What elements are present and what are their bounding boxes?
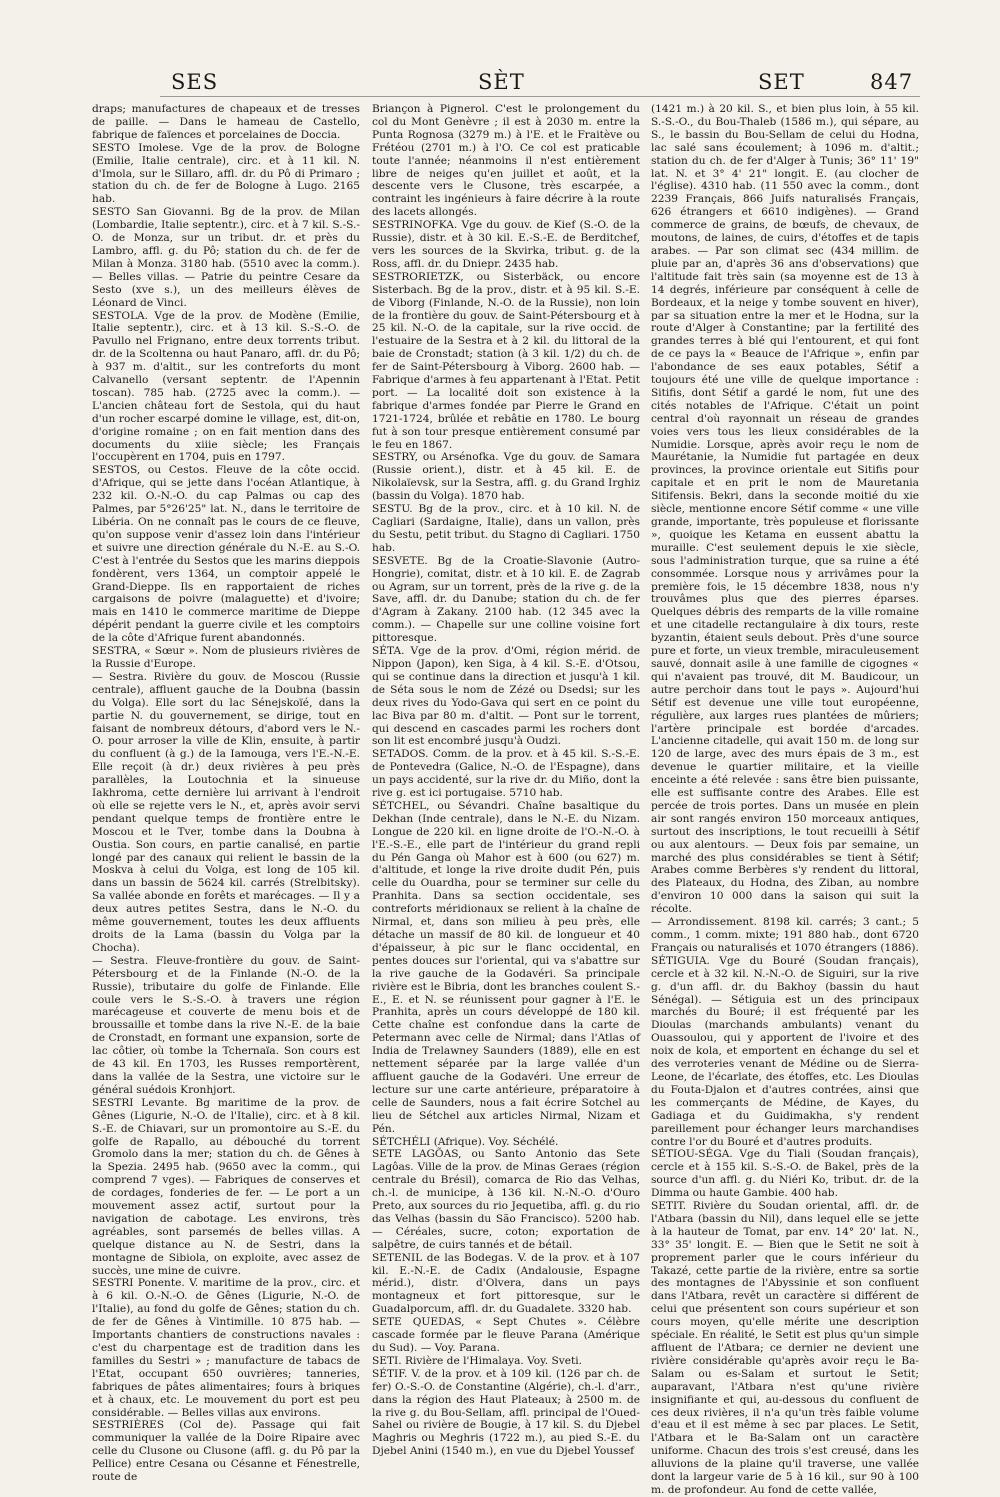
entry: — Sestra. Rivière du gouv. de Moscou (Russie centrale), affluent gauche de la Doubna (bassin du Volga). Elle sort du lac Sénejskoïé, dans la partie N. du gouvernement, se dirige, tout en faisant de nombreux détours, d'abord vers le N.-O. pour arroser la ville de Klin, ensuite, à partir du confluent (à g.) de la Iamouga, vers l'E.-N.-E. Elle reçoit (à dr.) deux rivières à peu près parallèles, la Loutochnia et la sinueuse Iakhroma, cette dernière lui arrivant à l'endroit où elle se rejette vers le N., et, après avoir servi pendant quelque temps de frontière entre le Moscou et le Tver, tombe dans la Doubna à Oustia. Son cours, en partie canalisé, en partie longé par des canaux qui relient le bassin de la Moskva à celui du Volga, est long de 105 kil. dans un bassin de 5624 kil. carrés (Strelbitsky). Sa vallée abonde en forêts et marécages. — Il y a deux autres petites Sestra, dans le N.-O. du même gouvernement, toutes les deux affluents droits de la Lama (bassin du Volga par la Chocha). xyxy=(92,670,360,954)
entry: SESTO Imolese. Vge de la prov. de Bologne (Emilie, Italie centrale), circ. et à 11 kil. N. d'Imola, sur le Sillaro, affl. dr. du Pô di Primaro ; station du ch. de fer de Bologne à Lugo. 2165 hab. xyxy=(92,141,360,206)
entry: SESVETE. Bg de la Croatie-Slavonie (Autro-Hongrie), comitat, distr. et à 10 kil. E. de Zagrab ou Agram, sur un torrent, près de la rive g. de la Save, affl. dr. du Danube; station du ch. de fer d'Agram à Zakany. 2100 hab. (12 345 avec la comm.). — Chapelle sur une colline voisine fort pittoresque. xyxy=(372,554,640,645)
column-3 xyxy=(651,103,919,1496)
entry: SESTRI Ponente. V. maritime de la prov., circ. et à 6 kil. O.-N.-O. de Gênes (Ligurie, N.-O. de l'Italie), au fond du golfe de Gênes; station du ch. de fer de Gênes à Vintimille. 10 875 hab. — Importants chantiers de constructions navales : c'est du charpentage est de tradition dans les familles du Sestri » ; manufacture de tabacs de l'Etat, occupant 650 ouvrières; tanneries, fabriques de pâtes alimentaires; fours à briques et à chaux, etc. Le mouvement du port est peu considérable. — Belles villas aux environs. xyxy=(92,1277,360,1419)
entry: SESTRI Levante. Bg maritime de la prov. de Gênes (Ligurie, N.-O. de l'Italie), circ. et à 8 kil. S.-E. de Chiavari, sur un promontoire au S.-E. du golfe de Rapallo, au débouché du torrent Gromolo dans la mer; station du ch. de Gênes à la Spezia. 2495 hab. (9650 avec la comm., qui comprend 7 vges). — Fabriques de conserves et de cordages, fonderies de fer. — Le port a un mouvement assez actif, surtout pour la navigation de cabotage. Les environs, très agréables, sont parsemés de belles villas. A quelque distance au N. de Sestri, dans la montagne de Sibiola, on exploite, avec assez de succès, une mine de cuivre. xyxy=(92,1096,360,1277)
entry: draps; manufactures de chapeaux et de tresses de paille. — Dans le hameau de Castello, fabrique de faïences et porcelaines de Doccia. xyxy=(92,103,360,141)
header-right: SET xyxy=(758,70,805,94)
entry: SÉTA. Vge de la prov. d'Omi, région mérid. de Nippon (Japon), ken Siga, à 4 kil. S.-E. d'Otsou, qui se continue dans la direction et jusqu'à 1 kil. de Séta sous le nom de Zézé ou Dsedsi; sur les deux rives du Yodo-Gava qui sert en ce point du lac Biva par 80 m. d'altit. — Pont sur le torrent, qui descend en cascades parmi les rochers dont son lit est encombré jusqu'à Oudzi. xyxy=(372,645,640,748)
entry: — Arrondissement. 8198 kil. carrés; 3 cant.; 5 comm., 1 comm. mixte; 191 880 hab., dont 6720 Français ou naturalisés et 1070 étrangers (1886). xyxy=(651,916,919,954)
entry: SÉTIOU-SÉGA. Vge du Tiali (Soudan français), cercle et à 155 kil. S.-S.-O. de Bakel, près de la source d'un affl. g. du Niéri Ko, tribut. dr. de la Dimma ou haute Gambie. 400 hab. xyxy=(651,1148,919,1200)
entry: SÉTCHÉLI (Afrique). Voy. Séchélé. xyxy=(372,1135,559,1148)
page-number: 847 xyxy=(870,70,914,94)
entry: SETE QUEDAS, « Sept Chutes ». Célèbre cascade formée par le fleuve Parana (Amérique du Sud). — Voy. Parana. xyxy=(372,1316,640,1354)
column-1 xyxy=(92,103,360,1484)
entry: SESTOLA. Vge de la prov. de Modène (Emilie, Italie septentr.), circ. et à 13 kil. S.-S.-O. de Pavullo nel Frignano, entre deux torrents tribut. dr. de la Scoltenna ou haut Panaro, affl. dr. du Pô; à 937 m. d'altit., sur les contreforts du mont Calvanello (versant septentr. de l'Apennin toscan). 785 hab. (2725 avec la comm.). — L'ancien château fort de Sestola, qui du haut d'un rocher escarpé domine le village, est, dit-on, d'origine romaine ; on en fait mention dans des documents du xiiie siècle; les Français l'occupèrent en 1704, puis en 1797. xyxy=(92,309,360,464)
entry: SETI. Rivière de l'Himalaya. Voy. Sveti. xyxy=(372,1354,583,1367)
header-left: SES xyxy=(171,70,219,94)
entry: SESTRORIETZK, ou Sisterbäck, ou encore Sisterbach. Bg de la prov., distr. et à 95 kil. S.-E. de Viborg (Finlande, N.-O. de la Russie), non loin de la frontière du gouv. de Saint-Pétersbourg et à 25 kil. N.-O. de la capitale, sur la rive occid. de l'estuaire de la Sestra et à 2 kil. du littoral de la baie de Cronstadt; station (à 3 kil. 1/2) du ch. de fer de Saint-Pétersbourg à Viborg. 2600 hab. — Fabrique d'armes à feu appartenant à l'Etat. Petit port. — La localité doit son existence à la fabrique d'armes fondée par Pierre le Grand en 1721-1724, brûlée et rebâtie en 1780. Le bourg fut à son tour presque entièrement consumé par le feu en 1867. xyxy=(372,270,640,451)
entry: SESTU. Bg de la prov., circ. et à 10 kil. N. de Cagliari (Sardaigne, Italie), dans un vallon, près du Sestu, petit tribut. du Stagno di Cagliari. 1750 hab. xyxy=(372,503,640,554)
entry: SÉTIGUIA. Vge du Bouré (Soudan français), cercle et à 32 kil. N.-N.-O. de Siguiri, sur la rive g. d'un affl. dr. du Bakhoy (bassin du haut Sénégal). — Sétiguia est un des principaux marchés du Bouré; il est fréquenté par les Dioulas (marchands ambulants) venant du Ouassoulou, qui y apportent de l'ivoire et des noix de kola, et emportent en échange du sel et des verroteries venant de Médine ou de Sierra-Leone, de l'écarlate, des étoffes, etc. Les Dioulas du Fouta-Djalon et d'autres contrées, ainsi que les commerçants de Médine, de Kayes, du Gadiaga et du Guidimakha, s'y rendent pareillement pour échanger leurs marchandises contre l'or du Bouré et d'autres produits. xyxy=(651,954,919,1148)
entry: — Sestra. Fleuve-frontière du gouv. de Saint-Pétersbourg et de la Finlande (N.-O. de la Russie), tributaire du golfe de Finlande. Elle coule vers le S.-S.-O. à travers une région marécageuse et couverte de menu bois et de broussaille et tombe dans la rive N.-E. de la baie de Cronstadt, en formant une expansion, sorte de lac côtier, où tombe la Tchernaïa. Son cours est de 43 kil. En 1703, les Russes remportèrent, dans la vallée de la Sestra, une victoire sur le général suédois Kronhjort. xyxy=(92,954,360,1096)
header-rule xyxy=(160,96,920,97)
entry: SETENIL de las Bodegas. V. de la prov. et à 107 kil. E.-N.-E. de Cadix (Andalousie, Espagne mérid.), distr. d'Olvera, dans un pays montagneux et fort pittoresque, sur le Guadalporcum, affl. dr. du Guadalete. 3320 hab. xyxy=(372,1251,640,1316)
entry: SESTO San Giovanni. Bg de la prov. de Milan (Lombardie, Italie septentr.), circ. et à 7 kil. S.-S.-O. de Monza, sur un tribut. dr. et près du Lambro, affl. g. du Pô; station du ch. de fer de Milan à Monza. 3180 hab. (5510 avec la comm.). — Belles villas. — Patrie du peintre Cesare da Sesto (xve s.), un des meilleurs élèves de Léonard de Vinci. xyxy=(92,206,360,309)
entry: (1421 m.) à 20 kil. S., et bien plus loin, à 55 kil. S.-S.-O., du Bou-Thaleb (1586 m.), qui sépare, au S., le bassin du Bou-Sellam de celui du Hodna, lac salé sans écoulement; à 1096 m. d'altit.; station du ch. de fer d'Alger à Tunis; 36° 11' 19" lat. N. et 3° 4' 21" longit. E. (au clocher de l'église). 4310 hab. (11 550 avec la comm., dont 2239 Français, 866 Juifs naturalisés Français, 626 étrangers et 6610 indigènes). — Grand commerce de grains, de bœufs, de chevaux, de moutons, de laines, de cuirs, d'étoffes et de tapis arabes. — Par son climat sec (434 millim. de pluie par an, d'après 36 ans d'observations) que l'altitude fait très sain (sa moyenne est de 13 à 14 degrés, inférieure par conséquent à celle de Bordeaux, et la neige y tombe souvent en hiver), par sa situation entre la mer et le Hodna, sur la route d'Alger à Constantine; par la fertilité des grandes terres à blé qui l'entourent, et qui font de ce pays la « Beauce de l'Afrique », enfin par l'abondance de ses eaux potables, Sétif a toujours été une ville de quelque importance : Sitifis, dont Sétif a gardé le nom, fut une des cités notables de l'Afrique. C'était un point central d'où rayonnait un réseau de grandes voies vers tous les lieux considérables de la Numidie. Lorsque, après avoir reçu le nom de Maurétanie, la Numidie fut partagée en deux provinces, la province orientale eut Sitifis pour capitale et en prit le nom de Mauretania Sitifensis. Bekri, dans la seconde moitié du xie siècle, mentionne encore Sétif comme « une ville grande, importante, très populeuse et florissante », quoique les Ketama en eussent abattu la muraille. C'est seulement depuis le xie siècle, sous l'administration turque, que sa ruine a été consommée. Lorsque nous y arrivâmes pour la première fois, le 15 décembre 1838, nous n'y trouvâmes plus que des pierres éparses. Quelques débris des remparts de la ville romaine et une citadelle rectangulaire à dix tours, reste byzantin, étaient seuls debout. Près d'une source pure et forte, un vieux tremble, miraculeusement sauvé, donnait asile à une famille de cigognes « qui n'avaient pas trouvé, dit M. Baudicour, un autre perchoir dans tout le pays ». Aujourd'hui Sétif est devenue une ville tout européenne, régulière, aux larges rues plantées de mûriers; l'artère principale est bordée d'arcades. L'ancienne citadelle, qui avait 150 m. de long sur 120 de large, avec des murs épais de 3 m., est devenue le quartier militaire, et la vieille enceinte a été relevée : sans être bien puissante, elle est suffisante contre des Arabes. Elle est percée de trois portes. Dans un musée en plein air sont rangés environ 150 morceaux antiques, surtout des inscriptions, le tout recueilli à Sétif ou aux alentours. — Deux fois par semaine, un marché des plus considérables se tient à Sétif; Arabes comme Berbères s'y rendent du littoral, des Plateaux, du Hodna, des Ziban, au nombre d'environ 10 000 dans la saison qui suit la récolte. xyxy=(651,103,919,916)
entry: SESTOS, ou Cestos. Fleuve de la côte occid. d'Afrique, qui se jette dans l'océan Atlantique, à 232 kil. O.-N.-O. du cap Palmas ou cap des Palmes, par 5°26'25" lat. N., dans le territoire de Libéria. On ne connaît pas le cours de ce fleuve, qu'on suppose venir d'assez loin dans l'intérieur et suivre une direction générale du N.-E. au S.-O. C'est à l'entrée du Sestos que les marins dieppois fondèrent, vers 1364, un comptoir appelé le Grand-Dieppe. Ils en rapportaient de riches cargaisons de poivre (malaguette) et d'ivoire; mais en 1410 le commerce maritime de Dieppe dépérit pendant la guerre civile et les comptoirs de la côte d'Afrique furent abandonnés. xyxy=(92,464,360,645)
entry: SETIT. Rivière du Soudan oriental, affl. dr. de l'Atbara (bassin du Nil), dans lequel elle se jette à la hauteur de Tomat, par env. 14° 20' lat. N., 33° 35' longit. E. — Bien que le Setit ne soit à proprement parler que le cours inférieur du Takazé, cette partie de la rivière, entre sa sortie des montagnes de l'Abyssinie et son confluent dans l'Atbara, revêt un caractère si différent de celui que présentent son cours supérieur et son cours moyen, qu'elle mérite une description spéciale. En réalité, le Setit est plus qu'un simple affluent de l'Atbara; ce dernier ne devient une rivière considérable qu'après avoir reçu le Ba-Salam ou es-Salam et surtout le Setit; auparavant, l'Atbara n'est qu'une rivière insignifiante et qui, au-dessous du confluent de ces deux rivières, il n'a qu'un très faible volume d'eau et il est même à sec par places. Le Setit, l'Atbara et le Ba-Salam ont un caractère uniforme. Chacun des trois s'est creusé, dans les alluvions de la plaine qu'il traverse, une vallée dont la largeur varie de 5 à 16 kil., sur 90 à 100 m. de profondeur. Au fond de cette vallée, xyxy=(651,1200,919,1496)
entry: SETADOS. Comm. de la prov. et à 45 kil. S.-S.-E. de Pontevedra (Galice, N.-O. de l'Espagne), dans un pays accidenté, sur la rive dr. du Miño, dont la rive g. est ici portugaise. 5710 hab. xyxy=(372,748,640,800)
entry: SESTRINOFKA. Vge du gouv. de Kief (S.-O. de la Russie), distr. et à 30 kil. E.-S.-E. de Berditchef, vers les sources de la Skvirka, tribut. g. de la Ross, affl. dr. du Dniepr. 2435 hab. xyxy=(372,219,640,270)
entry: Briançon à Pignerol. C'est le prolongement du col du Mont Genèvre ; il est à 2030 m. entre la Punta Rognosa (3279 m.) à l'E. et le Fraitève ou Frétéou (2701 m.) à l'O. Ce col est praticable toute l'année; néanmoins il n'est entièrement libre de neiges qu'en juillet et août, et la descente vers le Clusone, très escarpée, a contraint les ingénieurs à faire décrire à la route des lacets allongés. xyxy=(372,103,640,219)
entry: SETE LAGÕAS, ou Santo Antonio das Sete Lagôas. Ville de la prov. de Minas Geraes (région centrale du Brésil), comarca de Rio das Velhas, ch.-l. de municipe, à 136 kil. N.-N.-O. d'Ouro Preto, aux sources du rio Jequetiba, affl. g. du rio das Velhas (bassin du São Francisco). 5200 hab. — Céréales, sucre, coton; exportation de salpêtre, de cuirs tannés et de bétail. xyxy=(372,1148,640,1251)
entry: SESTRIÈRES (Col de). Passage qui fait communiquer la vallée de la Doire Ripaire avec celle du Clusone ou Clusone (affl. g. du Pô par la Pellice) entre Cesana ou Césanne et Fénestrelle, route de xyxy=(92,1419,360,1484)
column-2 xyxy=(372,103,640,1458)
entry: SÉTCHEL, ou Sévandri. Chaîne basaltique du Dekhan (Inde centrale), dans le N.-E. du Nizam. Longue de 220 kil. en ligne droite de l'O.-N.-O. à l'E.-S.-E., elle part de l'intérieur du grand repli du Pén Ganga où Mahor est à 600 (ou 627) m. d'altitude, et longe la rive droite dudit Pén, puis celle du Ouardha, pour se terminer sur celle du Pranhita. Dans sa section occidentale, ses contreforts méridionaux se relient à la chaîne de Nirmal, et, dans son milieu à peu près, elle détache un massif de 80 kil. de longueur et 40 d'épaisseur, à pic sur le flanc occidental, en pentes douces sur l'oriental, qui va s'abattre sur la rive gauche de la Godavéri. Sa principale rivière est le Bibria, dont les branches coulent S.-E., E. et N. se réunissent pour gagner à l'E. le Pranhita, après un cours développé de 180 kil. Cette chaîne est confondue dans la carte de Petermann avec celle de Nirmal; dans l'Atlas of India de Trelawney Saunders (1889), elle en est nettement séparée par la large vallée d'un affluent gauche de la Godavéri. Une erreur de lecture sur une carte antérieure, préparatoire à celle de Saunders, nous a fait écrire Sotchel au lieu de Sétchel aux articles Nirmal, Nizam et Pén. xyxy=(372,799,640,1135)
header-center: SÈT xyxy=(478,70,525,94)
entry: SÉTIF. V. de la prov. et à 109 kil. (126 par ch. de fer) O.-S.-O. de Constantine (Algérie), ch.-l. d'arr., dans la région des Haut Plateaux; à 2500 m. de la rive g. du Bou-Sellam, affl. principal de l'Oued-Sahel ou rivière de Bougie, à 17 kil. S. du Djebel Maghris ou Meghris (1722 m.), au pied S.-E. du Djebel Anini (1540 m.), en vue du Djebel Youssef xyxy=(372,1367,640,1458)
entry: SESTRY, ou Arsénofka. Vge du gouv. de Samara (Russie orient.), distr. et à 45 kil. E. de Nikolaïevsk, sur la Sestra, affl. g. du Grand Irghiz (bassin du Volga). 1870 hab. xyxy=(372,451,640,503)
entry: SESTRA, « Sœur ». Nom de plusieurs rivières de la Russie d'Europe. xyxy=(92,645,360,670)
